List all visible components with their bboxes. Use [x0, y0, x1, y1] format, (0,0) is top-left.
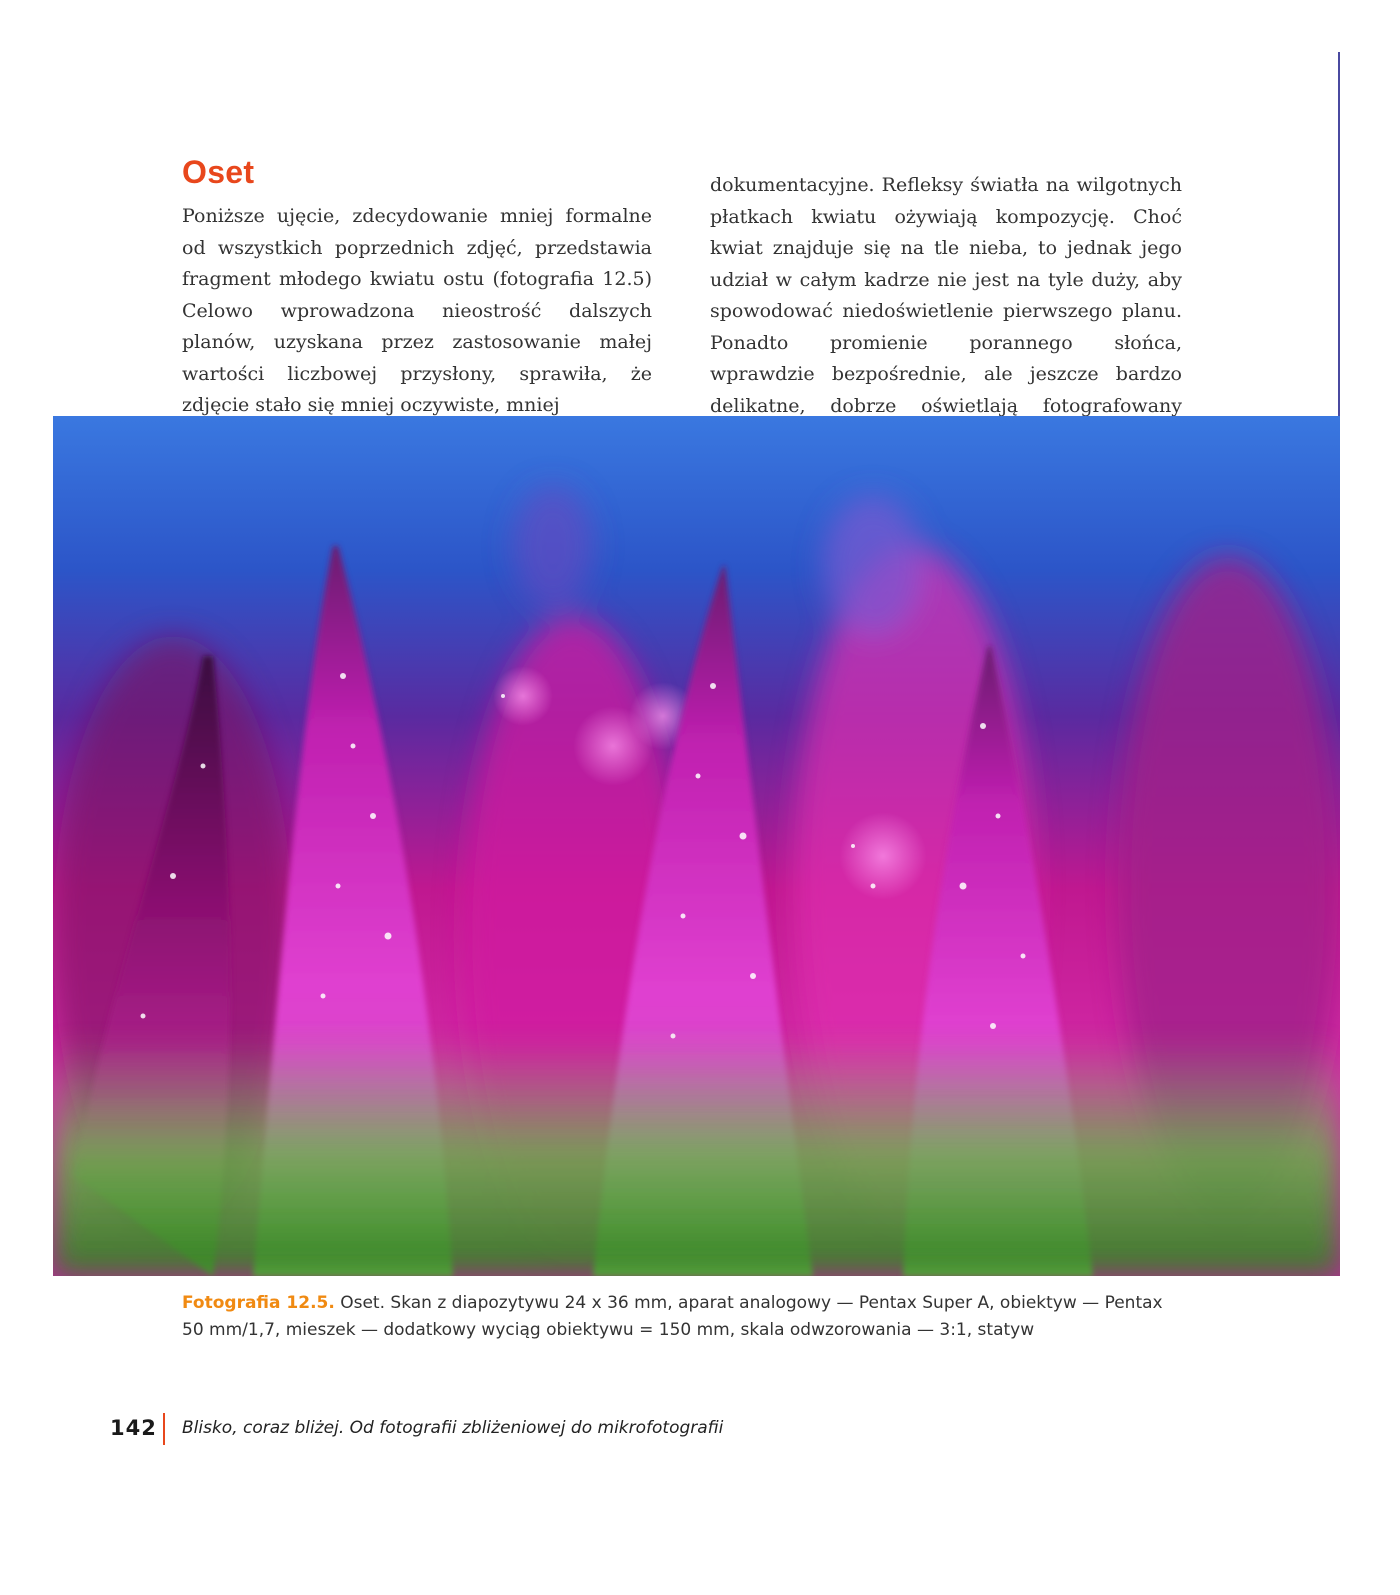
- figure-caption: [182, 1290, 1182, 1344]
- body-text-left-column: Poniższe ujęcie, zdecydowanie mniej formalne od wszystkich poprzednich zdjęć, przedstawia fragment młodego kwiatu ostu (fotografia 12.5) Celowo wprowadzona nieostrość dalszych planów, uzyskana przez zastosowanie małej wartości liczbowej przysłony, sprawiła, że zdjęcie stało się mniej oczywiste, mniej: [182, 205, 652, 416]
- book-title: Blisko, coraz bliżej. Od fotografii zbliżeniowej do mikrofotografii: [182, 1418, 724, 1438]
- footer-separator: [163, 1413, 165, 1445]
- figure-label: Fotografia 12.5.: [182, 1293, 335, 1313]
- thistle-photo-illustration: [53, 416, 1340, 1276]
- section-heading: Oset: [182, 154, 255, 190]
- body-text-right-column: dokumentacyjne. Refleksy światła na wilgotnych płatkach kwiatu ożywiają kompozycję. Choć kwiat znajduje się na tle nieba, to jednak jego udział w całym kadrze nie jest na tyle duży, aby spowodować niedoświetlenie pierwszego planu. Ponadto promienie porannego słońca, wprawdzie bezpośrednie, ale jeszcze bardzo delikatne, dobrze oświetlają fotografowany: [710, 174, 1182, 417]
- thistle-photograph: [53, 416, 1340, 1276]
- figure-caption-text: Oset. Skan z diapozytywu 24 x 36 mm, aparat analogowy — Pentax Super A, obiektyw — Pentax 50 mm/1,7, mieszek — dodatkowy wyciąg obiektywu = 150 mm, skala odwzorowania — 3:1, statyw: [182, 1293, 1163, 1340]
- page-number: 142: [110, 1416, 157, 1440]
